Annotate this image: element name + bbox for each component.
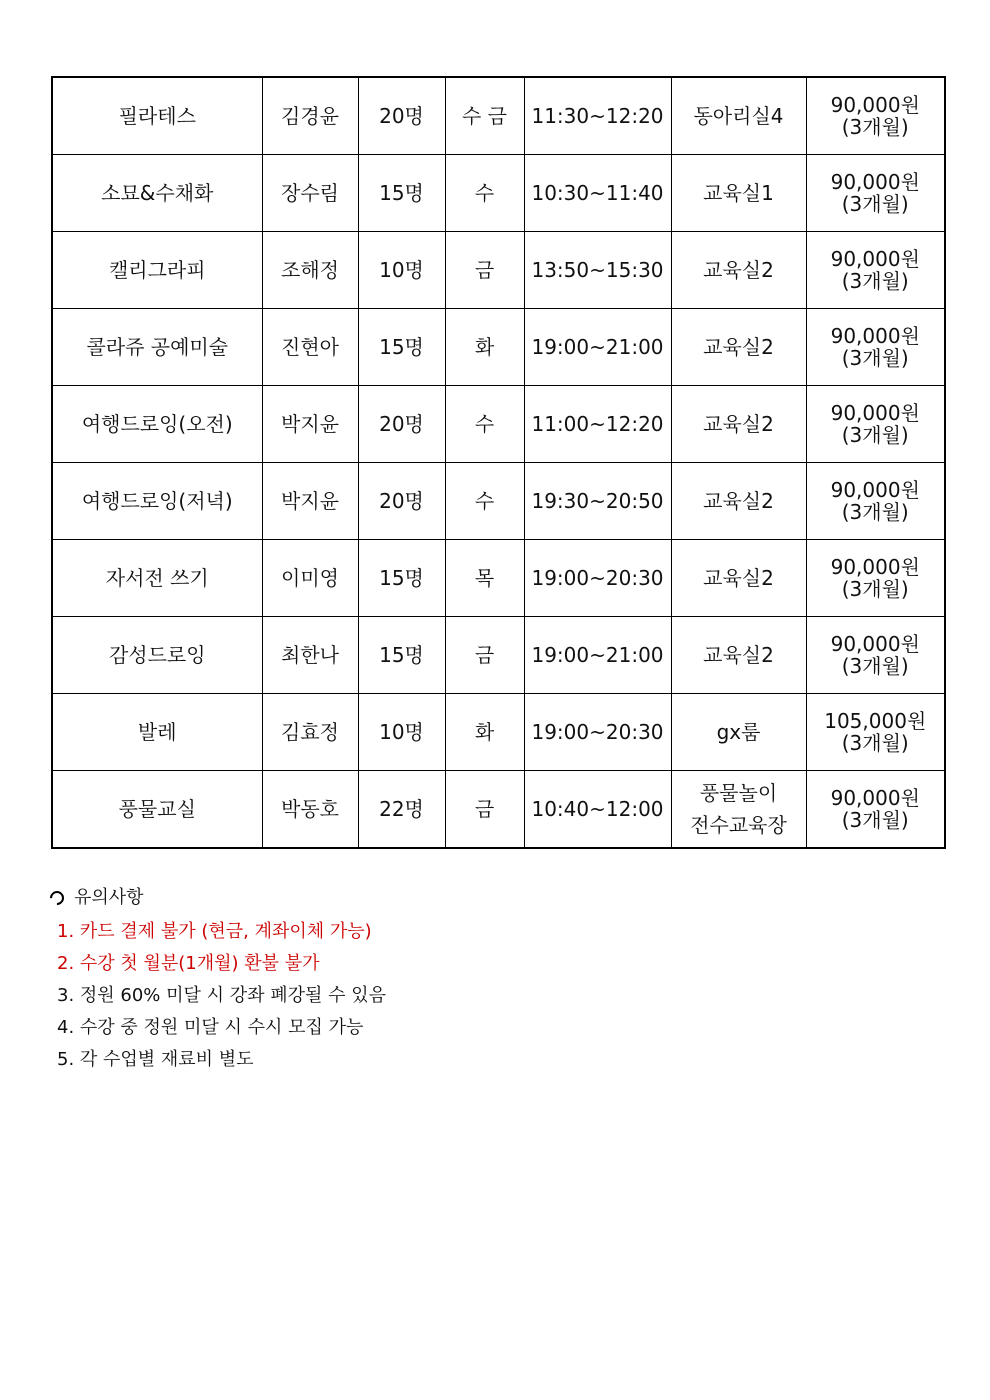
- day-cell: 수 금: [445, 77, 524, 155]
- table-row: [52, 694, 945, 771]
- capacity-cell: 20명: [358, 463, 445, 540]
- day-cell: 수: [445, 386, 524, 463]
- capacity-cell: 15명: [358, 309, 445, 386]
- course-name-cell: 여행드로잉(저녁): [52, 463, 262, 540]
- room-cell: [671, 540, 806, 617]
- time-cell: 19:00~21:00: [524, 617, 671, 694]
- instructor-cell: 김경윤: [262, 77, 358, 155]
- instructor-cell: 최한나: [262, 617, 358, 694]
- notes-list: [50, 916, 930, 1076]
- fee-period: (3개월): [841, 808, 909, 832]
- course-name-cell: 캘리그라피: [52, 232, 262, 309]
- notes-title: 유의사항: [74, 887, 144, 908]
- capacity-cell: 10명: [358, 694, 445, 771]
- table-row: [52, 540, 945, 617]
- fee-period: (3개월): [841, 269, 909, 293]
- fee-amount: 90,000원: [830, 324, 920, 348]
- fee-period: (3개월): [841, 192, 909, 216]
- table-row: [52, 232, 945, 309]
- instructor-cell: 장수림: [262, 155, 358, 232]
- day-cell: 화: [445, 309, 524, 386]
- room-cell: [671, 155, 806, 232]
- fee-cell: [806, 155, 945, 232]
- room-line: 교육실2: [703, 335, 774, 359]
- time-cell: 19:00~20:30: [524, 694, 671, 771]
- time-cell: 11:00~12:20: [524, 386, 671, 463]
- time-cell: 19:00~21:00: [524, 309, 671, 386]
- day-cell: 수: [445, 463, 524, 540]
- table-row: [52, 617, 945, 694]
- note-item: 3. 정원 60% 미달 시 강좌 폐강될 수 있음: [57, 985, 386, 1006]
- table-row: [52, 309, 945, 386]
- course-name-cell: 필라테스: [52, 77, 262, 155]
- time-cell: 19:00~20:30: [524, 540, 671, 617]
- capacity-cell: 15명: [358, 155, 445, 232]
- capacity-cell: 20명: [358, 386, 445, 463]
- fee-cell: [806, 386, 945, 463]
- room-cell: [671, 386, 806, 463]
- capacity-cell: 15명: [358, 540, 445, 617]
- capacity-cell: 15명: [358, 617, 445, 694]
- note-item: 2. 수강 첫 월분(1개월) 환불 불가: [57, 953, 320, 974]
- capacity-cell: 22명: [358, 771, 445, 849]
- table-row: [52, 155, 945, 232]
- room-line: 교육실1: [703, 181, 774, 205]
- fee-amount: 90,000원: [830, 93, 920, 117]
- table-row: [52, 771, 945, 849]
- room-cell: [671, 309, 806, 386]
- fee-period: (3개월): [841, 654, 909, 678]
- room-cell: [671, 617, 806, 694]
- time-cell: 19:30~20:50: [524, 463, 671, 540]
- instructor-cell: 박동호: [262, 771, 358, 849]
- room-cell: [671, 694, 806, 771]
- fee-cell: [806, 617, 945, 694]
- instructor-cell: 이미영: [262, 540, 358, 617]
- capacity-cell: 10명: [358, 232, 445, 309]
- fee-amount: 90,000원: [830, 555, 920, 579]
- instructor-cell: 박지윤: [262, 386, 358, 463]
- fee-period: (3개월): [841, 577, 909, 601]
- notes-section: [50, 884, 930, 1076]
- fee-period: (3개월): [841, 500, 909, 524]
- room-line: 전수교육장: [690, 813, 787, 837]
- day-cell: 금: [445, 617, 524, 694]
- course-name-cell: 발레: [52, 694, 262, 771]
- room-line: 풍물놀이: [699, 781, 778, 805]
- room-line: 교육실2: [703, 489, 774, 513]
- fee-amount: 90,000원: [830, 401, 920, 425]
- fee-amount: 90,000원: [830, 247, 920, 271]
- fee-amount: 90,000원: [830, 632, 920, 656]
- fee-cell: [806, 463, 945, 540]
- room-line: 교육실2: [703, 412, 774, 436]
- time-cell: 10:40~12:00: [524, 771, 671, 849]
- fee-period: (3개월): [841, 115, 909, 139]
- room-line: 교육실2: [703, 643, 774, 667]
- day-cell: 목: [445, 540, 524, 617]
- time-cell: 11:30~12:20: [524, 77, 671, 155]
- fee-period: (3개월): [841, 731, 909, 755]
- fee-cell: [806, 232, 945, 309]
- table-row: [52, 463, 945, 540]
- fee-cell: [806, 77, 945, 155]
- room-cell: [671, 771, 806, 849]
- course-name-cell: 소묘&수채화: [52, 155, 262, 232]
- room-cell: [671, 77, 806, 155]
- note-item: 4. 수강 중 정원 미달 시 수시 모집 가능: [57, 1017, 364, 1038]
- capacity-cell: 20명: [358, 77, 445, 155]
- fee-amount: 90,000원: [830, 786, 920, 810]
- fee-cell: [806, 771, 945, 849]
- hollow-circle-icon: [47, 888, 67, 908]
- course-name-cell: 감성드로잉: [52, 617, 262, 694]
- fee-amount: 90,000원: [830, 170, 920, 194]
- instructor-cell: 박지윤: [262, 463, 358, 540]
- day-cell: 수: [445, 155, 524, 232]
- time-cell: 13:50~15:30: [524, 232, 671, 309]
- fee-cell: [806, 694, 945, 771]
- fee-amount: 105,000원: [824, 709, 927, 733]
- fee-cell: [806, 309, 945, 386]
- course-schedule-table: [51, 76, 946, 849]
- instructor-cell: 김효정: [262, 694, 358, 771]
- note-item: 1. 카드 결제 불가 (현금, 계좌이체 가능): [57, 921, 372, 942]
- course-name-cell: 콜라쥬 공예미술: [52, 309, 262, 386]
- course-rows: [52, 77, 945, 848]
- course-name-cell: 자서전 쓰기: [52, 540, 262, 617]
- note-item: 5. 각 수업별 재료비 별도: [57, 1049, 254, 1070]
- time-cell: 10:30~11:40: [524, 155, 671, 232]
- room-cell: [671, 232, 806, 309]
- room-line: 교육실2: [703, 258, 774, 282]
- room-cell: [671, 463, 806, 540]
- room-line: 교육실2: [703, 566, 774, 590]
- day-cell: 화: [445, 694, 524, 771]
- fee-period: (3개월): [841, 423, 909, 447]
- day-cell: 금: [445, 232, 524, 309]
- day-cell: 금: [445, 771, 524, 849]
- fee-amount: 90,000원: [830, 478, 920, 502]
- course-name-cell: 풍물교실: [52, 771, 262, 849]
- table-row: [52, 77, 945, 155]
- room-line: gx룸: [716, 720, 761, 744]
- fee-cell: [806, 540, 945, 617]
- notes-header: [50, 884, 930, 912]
- instructor-cell: 조해정: [262, 232, 358, 309]
- course-name-cell: 여행드로잉(오전): [52, 386, 262, 463]
- fee-period: (3개월): [841, 346, 909, 370]
- instructor-cell: 진현아: [262, 309, 358, 386]
- room-line: 동아리실4: [693, 104, 784, 128]
- table-row: [52, 386, 945, 463]
